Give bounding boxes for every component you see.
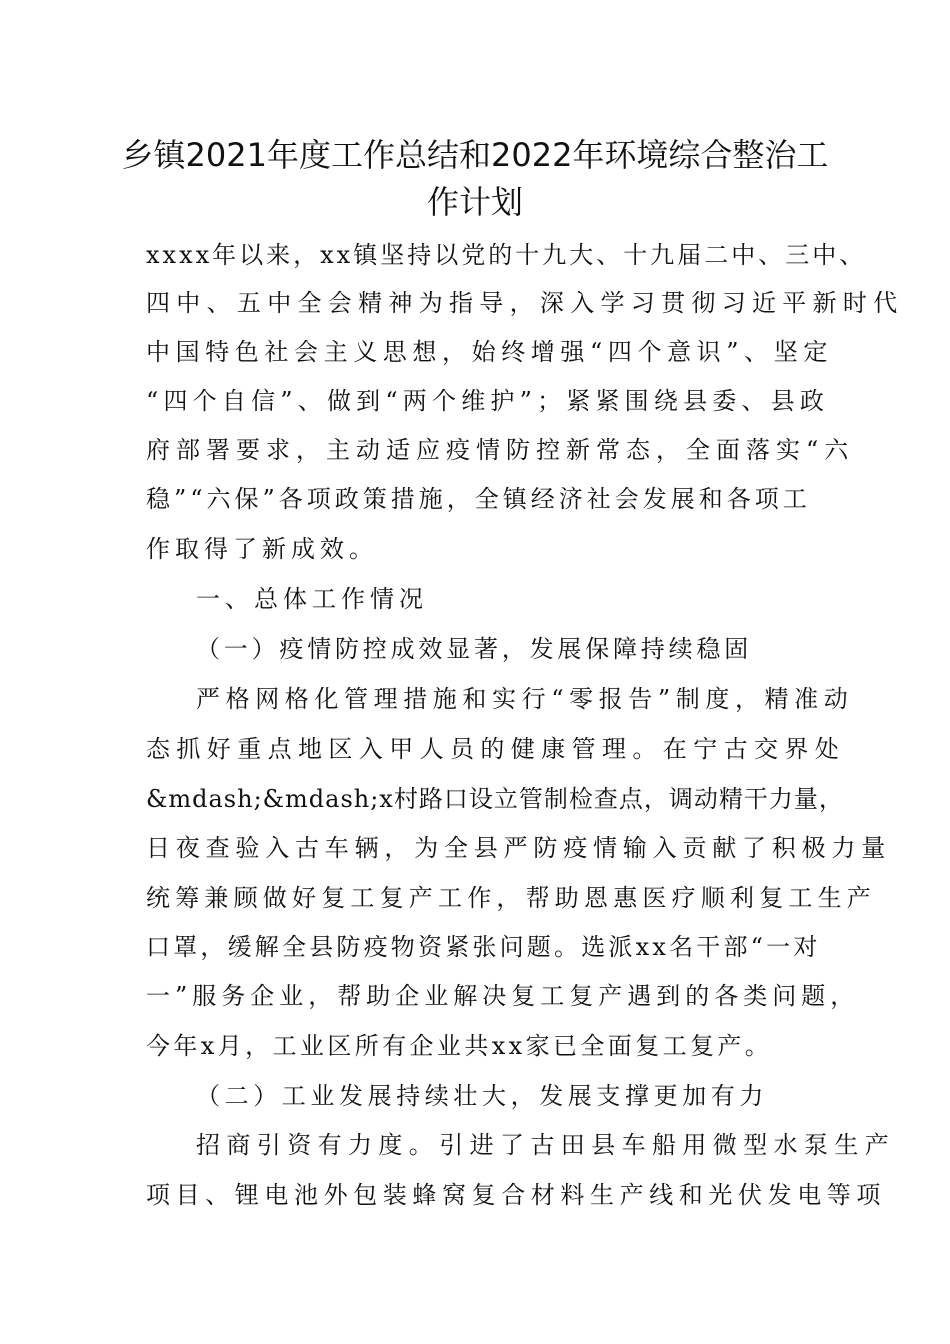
body-text-line: 府部署要求，主动适应疫情防控新常态，全面落实“六 bbox=[146, 436, 855, 464]
body-text-line: 严格网格化管理措施和实行“零报告”制度，精准动 bbox=[196, 685, 854, 713]
body-text-line: 一”服务企业，帮助企业解决复工复产遇到的各类问题， bbox=[146, 982, 860, 1010]
body-text-line: 稳”“六保”各项政策措施，全镇经济社会发展和各项工 bbox=[146, 485, 811, 513]
document-title-line-1: 乡镇2021年度工作总结和2022年环境综合整治工 bbox=[121, 136, 829, 174]
body-text-line: xxxx年以来，xx镇坚持以党的十九大、十九届二中、三中、 bbox=[146, 241, 867, 269]
subsection-heading: （二）工业发展持续壮大，发展支撑更加有力 bbox=[196, 1082, 768, 1110]
body-text-line: 作取得了新成效。 bbox=[146, 535, 378, 563]
body-text-line: 态抓好重点地区入甲人员的健康管理。在宁古交界处 bbox=[146, 735, 846, 763]
body-text-line: 招商引资有力度。引进了古田县车船用微型水泵生产 bbox=[196, 1131, 896, 1159]
section-heading: 一、总体工作情况 bbox=[196, 585, 428, 613]
body-text-line: 四中、五中全会精神为指导，深入学习贯彻习近平新时代 bbox=[146, 289, 904, 317]
body-text-line: 口罩，缓解全县防疫物资紧张问题。选派xx名干部“一对 bbox=[146, 933, 821, 961]
body-text-line: 项目、锂电池外包装蜂窝复合材料生产线和光伏发电等项 bbox=[146, 1181, 886, 1209]
body-text-line: 今年x月，工业区所有企业共xx家已全面复工复产。 bbox=[146, 1032, 773, 1060]
subsection-heading: （一）疫情防控成效显著，发展保障持续稳固 bbox=[196, 635, 752, 663]
body-text-line: 中国特色社会主义思想，始终增强“四个意识”、坚定 bbox=[146, 338, 833, 366]
body-text-line: 统筹兼顾做好复工复产工作，帮助恩惠医疗顺利复工生产 bbox=[146, 884, 876, 912]
body-text-line: “四个自信”、做到“两个维护”；紧紧围绕县委、县政 bbox=[146, 387, 830, 415]
body-text-line: 日夜查验入古车辆，为全县严防疫情输入贡献了积极力量 bbox=[146, 834, 891, 862]
body-text-line: &mdash;&mdash;x村路口设立管制检查点，调动精干力量， bbox=[146, 785, 844, 813]
document-title-line-2: 作计划 bbox=[426, 183, 523, 221]
